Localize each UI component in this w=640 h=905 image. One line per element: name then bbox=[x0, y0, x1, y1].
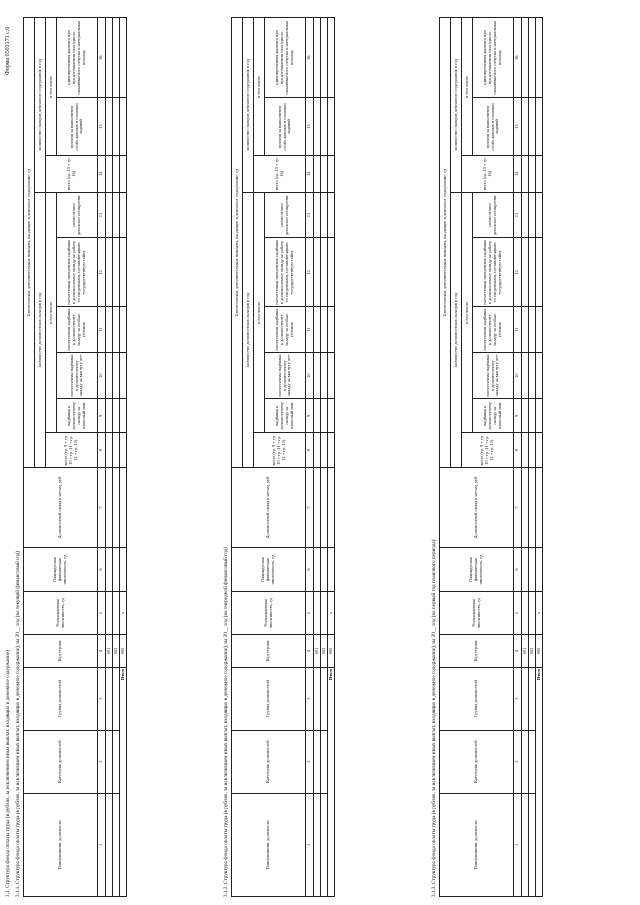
header-code: Код строки bbox=[440, 635, 514, 667]
table-cell bbox=[529, 399, 536, 433]
header-extra: Ежемесячные дополнительные выплаты, входящие в денежное содержание, ед bbox=[232, 18, 243, 468]
table-cell bbox=[522, 18, 529, 99]
table-cell bbox=[529, 155, 536, 192]
cell-name bbox=[113, 793, 120, 896]
column-number: 13 bbox=[98, 192, 106, 238]
table-cell bbox=[113, 353, 120, 399]
header-bonus: ежемесячное денежное поощрение bbox=[57, 192, 98, 238]
table-row bbox=[314, 18, 321, 897]
column-number: 8 bbox=[98, 433, 106, 467]
column-number: 8 bbox=[306, 433, 314, 467]
column-number: 12 bbox=[306, 238, 314, 307]
column-number: 14 bbox=[306, 155, 314, 192]
table-cell bbox=[536, 399, 543, 433]
table-cell bbox=[522, 192, 529, 238]
header-seniority: ежемесячная надбавка к должностному окладу за выслугу лет bbox=[265, 353, 306, 399]
table-cell bbox=[314, 307, 321, 353]
table-cell bbox=[529, 18, 536, 99]
table-cell bbox=[120, 353, 127, 399]
table-cell bbox=[120, 399, 127, 433]
column-number: 2 bbox=[306, 730, 314, 793]
header-seniority: ежемесячная надбавка к должностному окладу за выслугу лет bbox=[57, 353, 98, 399]
column-number: 9 bbox=[306, 399, 314, 433]
table-cell bbox=[328, 238, 335, 307]
table-cell bbox=[522, 155, 529, 192]
table-cell: x bbox=[120, 591, 127, 635]
table-cell bbox=[328, 18, 335, 99]
table-cell bbox=[321, 98, 328, 155]
table-cell bbox=[120, 238, 127, 307]
header-bonus: ежемесячное денежное поощрение bbox=[265, 192, 306, 238]
cell-name bbox=[314, 793, 321, 896]
table-cell bbox=[106, 307, 113, 353]
header-code: Код строки bbox=[232, 635, 306, 667]
cell-group bbox=[522, 667, 529, 730]
table-cell bbox=[328, 192, 335, 238]
table-cell bbox=[321, 18, 328, 99]
cell-code: 001 bbox=[522, 635, 529, 667]
column-number: 2 bbox=[98, 730, 106, 793]
total-label: Итого bbox=[328, 667, 335, 896]
table-cell bbox=[120, 467, 127, 547]
cell-code: 002 bbox=[113, 635, 120, 667]
table-cell bbox=[120, 548, 127, 592]
total-label: Итого bbox=[536, 667, 543, 896]
header-salaries-count: количество должностных окладов в год bbox=[451, 192, 462, 467]
cell-category bbox=[106, 730, 113, 793]
column-number: 6 bbox=[514, 548, 522, 592]
header-aid: единовременная выплата при предоставлении ежегодного оплачиваемого отпуска и материальная помощь bbox=[265, 18, 306, 99]
header-salary: Должностной оклад в месяц, руб bbox=[232, 467, 306, 547]
table-cell bbox=[328, 399, 335, 433]
column-number: 16 bbox=[98, 18, 106, 99]
table-cell bbox=[536, 467, 543, 547]
header-actual: Планируемая фактическая численность, ед bbox=[232, 548, 306, 592]
table-cell: x bbox=[536, 591, 543, 635]
header-salary: Должностной оклад в месяц, руб bbox=[24, 467, 98, 547]
cell-group bbox=[314, 667, 321, 730]
table-cell bbox=[321, 591, 328, 635]
column-number: 5 bbox=[98, 591, 106, 635]
table-cell bbox=[328, 353, 335, 399]
column-number: 11 bbox=[514, 307, 522, 353]
header-salary-count-extra: количество окладов денежного содержания в год bbox=[451, 18, 462, 193]
column-number: 6 bbox=[306, 548, 314, 592]
column-number: 12 bbox=[98, 238, 106, 307]
header-aid: единовременная выплата при предоставлении ежегодного оплачиваемого отпуска и материальная помощь bbox=[57, 18, 98, 99]
table-cell bbox=[113, 98, 120, 155]
table-cell bbox=[328, 98, 335, 155]
column-number: 3 bbox=[514, 667, 522, 730]
table-cell bbox=[314, 155, 321, 192]
header-special: ежемесячная надбавка к должностному окладу за особые условия bbox=[57, 307, 98, 353]
cell-code: 900 bbox=[328, 635, 335, 667]
column-number: 11 bbox=[98, 307, 106, 353]
table-cell bbox=[529, 433, 536, 467]
header-category: Категория должностей bbox=[232, 730, 306, 793]
column-number: 7 bbox=[98, 467, 106, 547]
table-cell bbox=[106, 353, 113, 399]
table-cell bbox=[536, 238, 543, 307]
column-number: 13 bbox=[514, 192, 522, 238]
table-cell bbox=[106, 98, 113, 155]
column-number: 4 bbox=[514, 635, 522, 667]
header-of-which: в том числе: bbox=[46, 18, 57, 156]
column-number: 1 bbox=[98, 793, 106, 896]
table-cell bbox=[120, 98, 127, 155]
cell-name bbox=[529, 793, 536, 896]
header-group: Группа должностей bbox=[440, 667, 514, 730]
table-row bbox=[328, 18, 335, 897]
table-row bbox=[113, 18, 120, 897]
table-cell bbox=[314, 467, 321, 547]
column-number: 15 bbox=[98, 98, 106, 155]
header-salaries-count: количество должностных окладов в год bbox=[35, 192, 46, 467]
header-aid: единовременная выплата при предоставлении ежегодного оплачиваемого отпуска и материальная помощь bbox=[473, 18, 514, 99]
header-staff: Установленная численность, ед bbox=[24, 591, 98, 635]
table-row bbox=[321, 18, 328, 897]
table-cell bbox=[113, 548, 120, 592]
header-salary-count-extra: количество окладов денежного содержания в год bbox=[35, 18, 46, 193]
header-special: ежемесячная надбавка к должностному окладу за особые условия bbox=[473, 307, 514, 353]
header-code: Код строки bbox=[24, 635, 98, 667]
column-number: 3 bbox=[306, 667, 314, 730]
table-cell bbox=[113, 433, 120, 467]
header-category: Категория должностей bbox=[440, 730, 514, 793]
table-row bbox=[522, 18, 529, 897]
header-other-total: всего (гр. 15 + гр. 16) bbox=[254, 155, 306, 192]
total-label: Итого bbox=[120, 667, 127, 896]
header-seniority: ежемесячная надбавка к должностному окладу за выслугу лет bbox=[473, 353, 514, 399]
table-row bbox=[529, 18, 536, 897]
column-number: 3 bbox=[98, 667, 106, 730]
table-cell bbox=[536, 548, 543, 592]
cell-category bbox=[529, 730, 536, 793]
header-award: премии за выполнение особо важных и сложных заданий bbox=[57, 98, 98, 155]
column-number: 11 bbox=[306, 307, 314, 353]
header-award: премии за выполнение особо важных и сложных заданий bbox=[473, 98, 514, 155]
column-number: 15 bbox=[306, 98, 314, 155]
table-cell bbox=[113, 18, 120, 99]
table-cell bbox=[314, 548, 321, 592]
header-bonus: ежемесячное денежное поощрение bbox=[473, 192, 514, 238]
table-cell bbox=[522, 591, 529, 635]
table-cell bbox=[106, 399, 113, 433]
header-secret: ежемесячная процентная надбавка к должностному окладу за работу со сведениями, составляющими государственную тайну bbox=[57, 238, 98, 307]
table-cell bbox=[106, 155, 113, 192]
column-number: 15 bbox=[514, 98, 522, 155]
table-cell bbox=[529, 307, 536, 353]
header-total: всего (гр. 9 + гр. 10 + гр. 11 + гр. 12 + гр. 13) bbox=[46, 433, 98, 467]
header-extra: Ежемесячные дополнительные выплаты, входящие в денежное содержание, ед bbox=[440, 18, 451, 468]
table-cell bbox=[113, 307, 120, 353]
cell-code: 900 bbox=[120, 635, 127, 667]
table-cell bbox=[113, 591, 120, 635]
table-cell bbox=[106, 591, 113, 635]
header-total: всего (гр. 9 + гр. 10 + гр. 11 + гр. 12 + гр. 13) bbox=[462, 433, 514, 467]
column-number: 10 bbox=[306, 353, 314, 399]
column-number: 5 bbox=[306, 591, 314, 635]
header-total: всего (гр. 9 + гр. 10 + гр. 11 + гр. 12 + гр. 13) bbox=[254, 433, 306, 467]
table-cell bbox=[321, 238, 328, 307]
table-cell bbox=[321, 192, 328, 238]
table-cell bbox=[522, 353, 529, 399]
table-cell bbox=[328, 433, 335, 467]
cell-group bbox=[321, 667, 328, 730]
table-cell bbox=[113, 399, 120, 433]
column-number: 9 bbox=[98, 399, 106, 433]
cell-code: 001 bbox=[106, 635, 113, 667]
table-cell bbox=[536, 353, 543, 399]
table-cell bbox=[328, 548, 335, 592]
header-name: Наименование должности bbox=[24, 793, 98, 896]
header-secret: ежемесячная процентная надбавка к должностному окладу за работу со сведениями, составляющими государственную тайну bbox=[265, 238, 306, 307]
column-number: 4 bbox=[98, 635, 106, 667]
header-actual: Планируемая фактическая численность, ед bbox=[24, 548, 98, 592]
table-cell bbox=[522, 433, 529, 467]
table-cell bbox=[529, 548, 536, 592]
table-cell bbox=[314, 192, 321, 238]
cell-name bbox=[522, 793, 529, 896]
column-number: 4 bbox=[306, 635, 314, 667]
table-cell bbox=[536, 307, 543, 353]
fot-table-3 bbox=[439, 17, 543, 897]
header-of-which: в том числе: bbox=[254, 18, 265, 156]
table-cell: x bbox=[328, 591, 335, 635]
table-cell bbox=[106, 238, 113, 307]
table-title: 3.1.3. Структура фонда оплаты труда (в рублях, за исключением иных выплат, входящих в денежное содержание), на 20__ год (на первый год планового периода) bbox=[431, 539, 437, 897]
header-incl: в том числе: bbox=[462, 192, 473, 433]
column-number: 10 bbox=[98, 353, 106, 399]
table-cell bbox=[321, 307, 328, 353]
table-title: 3.1.1. Структура фонда оплаты труда (в рублях, за исключением иных выплат, входящих в денежное содержание), на 20__ год (на текущий финансовый год) bbox=[15, 550, 21, 897]
header-staff: Установленная численность, ед bbox=[440, 591, 514, 635]
table-cell bbox=[522, 548, 529, 592]
table-cell bbox=[536, 98, 543, 155]
column-number: 14 bbox=[514, 155, 522, 192]
table-row bbox=[120, 18, 127, 897]
table-cell bbox=[314, 399, 321, 433]
table-cell bbox=[106, 18, 113, 99]
table-cell bbox=[314, 353, 321, 399]
table-row bbox=[536, 18, 543, 897]
cell-code: 002 bbox=[321, 635, 328, 667]
table-cell bbox=[328, 155, 335, 192]
table-cell bbox=[106, 192, 113, 238]
table-cell bbox=[120, 18, 127, 99]
cell-category bbox=[113, 730, 120, 793]
header-class-rank: надбавка к должностному окладу за классный чин bbox=[473, 399, 514, 433]
cell-group bbox=[113, 667, 120, 730]
column-number: 10 bbox=[514, 353, 522, 399]
table-cell bbox=[529, 591, 536, 635]
cell-name bbox=[321, 793, 328, 896]
column-number: 16 bbox=[306, 18, 314, 99]
cell-code: 900 bbox=[536, 635, 543, 667]
header-other-total: всего (гр. 15 + гр. 16) bbox=[46, 155, 98, 192]
table-cell bbox=[321, 353, 328, 399]
table-cell bbox=[536, 18, 543, 99]
table-cell bbox=[321, 433, 328, 467]
header-class-rank: надбавка к должностному окладу за классный чин bbox=[57, 399, 98, 433]
header-salary: Должностной оклад в месяц, руб bbox=[440, 467, 514, 547]
header-other-total: всего (гр. 15 + гр. 16) bbox=[462, 155, 514, 192]
column-number: 9 bbox=[514, 399, 522, 433]
column-number: 16 bbox=[514, 18, 522, 99]
table-cell bbox=[522, 467, 529, 547]
header-salary-count-extra: количество окладов денежного содержания в год bbox=[243, 18, 254, 193]
header-salaries-count: количество должностных окладов в год bbox=[243, 192, 254, 467]
table-cell bbox=[314, 18, 321, 99]
cell-code: 001 bbox=[314, 635, 321, 667]
column-number: 14 bbox=[98, 155, 106, 192]
table-cell bbox=[321, 548, 328, 592]
fot-table-2 bbox=[231, 17, 335, 897]
section-title: 3.1. Структура фонда оплаты труда (в рублях, за исключением иных выплат, входящих в денежное содержание) bbox=[5, 650, 11, 897]
form-code: Форма 0503171 с.6 bbox=[5, 26, 11, 75]
table-cell bbox=[328, 307, 335, 353]
table-cell bbox=[113, 238, 120, 307]
table-cell bbox=[321, 399, 328, 433]
column-number: 2 bbox=[514, 730, 522, 793]
table-cell bbox=[120, 155, 127, 192]
cell-category bbox=[321, 730, 328, 793]
table-cell bbox=[529, 192, 536, 238]
table-cell bbox=[113, 467, 120, 547]
header-class-rank: надбавка к должностному окладу за классный чин bbox=[265, 399, 306, 433]
column-number: 1 bbox=[514, 793, 522, 896]
table-cell bbox=[113, 192, 120, 238]
table-cell bbox=[522, 307, 529, 353]
header-incl: в том числе: bbox=[46, 192, 57, 433]
table-row bbox=[106, 18, 113, 897]
header-group: Группа должностей bbox=[24, 667, 98, 730]
table-cell bbox=[321, 467, 328, 547]
cell-category bbox=[522, 730, 529, 793]
header-name: Наименование должности bbox=[232, 793, 306, 896]
header-incl: в том числе: bbox=[254, 192, 265, 433]
table-cell bbox=[120, 192, 127, 238]
header-extra: Ежемесячные дополнительные выплаты, входящие в денежное содержание, ед bbox=[24, 18, 35, 468]
header-name: Наименование должности bbox=[440, 793, 514, 896]
column-number: 1 bbox=[306, 793, 314, 896]
table-cell bbox=[522, 399, 529, 433]
table-cell bbox=[529, 467, 536, 547]
fot-table-1 bbox=[23, 17, 127, 897]
header-secret: ежемесячная процентная надбавка к должностному окладу за работу со сведениями, составляющими государственную тайну bbox=[473, 238, 514, 307]
column-number: 7 bbox=[514, 467, 522, 547]
header-special: ежемесячная надбавка к должностному окладу за особые условия bbox=[265, 307, 306, 353]
cell-name bbox=[106, 793, 113, 896]
table-cell bbox=[120, 307, 127, 353]
header-staff: Установленная численность, ед bbox=[232, 591, 306, 635]
table-cell bbox=[536, 192, 543, 238]
column-number: 7 bbox=[306, 467, 314, 547]
cell-group bbox=[529, 667, 536, 730]
header-of-which: в том числе: bbox=[462, 18, 473, 156]
table-cell bbox=[106, 433, 113, 467]
column-number: 13 bbox=[306, 192, 314, 238]
table-cell bbox=[314, 98, 321, 155]
table-cell bbox=[106, 548, 113, 592]
table-cell bbox=[328, 467, 335, 547]
table-cell bbox=[529, 98, 536, 155]
column-number: 12 bbox=[514, 238, 522, 307]
table-cell bbox=[106, 467, 113, 547]
cell-code: 002 bbox=[529, 635, 536, 667]
cell-category bbox=[314, 730, 321, 793]
table-cell bbox=[314, 433, 321, 467]
column-number: 6 bbox=[98, 548, 106, 592]
table-cell bbox=[522, 98, 529, 155]
table-title: 3.1.2. Структура фонда оплаты труда (в рублях, за исключением иных выплат, входящих в денежное содержание), на 20__ год (на очередной финансовый год) bbox=[223, 547, 229, 897]
table-cell bbox=[536, 155, 543, 192]
table-cell bbox=[120, 433, 127, 467]
column-number: 8 bbox=[514, 433, 522, 467]
table-cell bbox=[529, 238, 536, 307]
header-award: премии за выполнение особо важных и сложных заданий bbox=[265, 98, 306, 155]
header-group: Группа должностей bbox=[232, 667, 306, 730]
table-cell bbox=[113, 155, 120, 192]
table-cell bbox=[529, 353, 536, 399]
table-cell bbox=[536, 433, 543, 467]
header-category: Категория должностей bbox=[24, 730, 98, 793]
column-number: 5 bbox=[514, 591, 522, 635]
table-cell bbox=[522, 238, 529, 307]
table-cell bbox=[314, 238, 321, 307]
header-actual: Планируемая фактическая численность, ед bbox=[440, 548, 514, 592]
cell-group bbox=[106, 667, 113, 730]
table-cell bbox=[321, 155, 328, 192]
table-cell bbox=[314, 591, 321, 635]
